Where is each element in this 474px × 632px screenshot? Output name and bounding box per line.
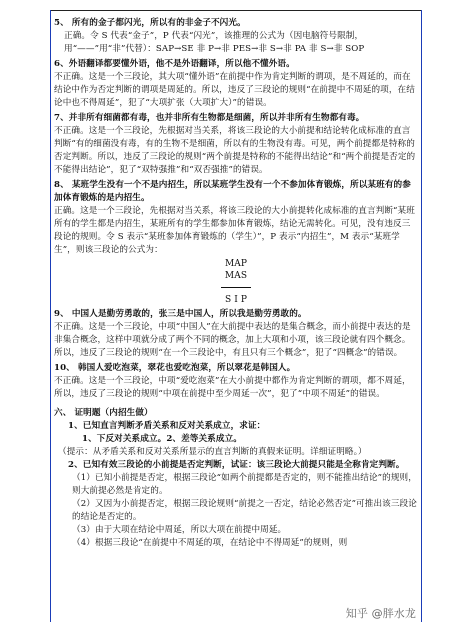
formula-minor: MAS: [224, 271, 248, 281]
proof-step: （3）由于大项在结论中周延，所以大项在前提中周延。: [72, 525, 287, 535]
answer-5: 正确。令 S 代表“金子”，P 代表“闪光”，该推理的公式为（因电脑符号限制，用“——”用“非”代替）：SAP→SE 非 P→非 PES→非 S→非 PA 非 S→非 SOP: [64, 31, 365, 54]
question-7: 7、并非所有细菌都有毒，也并非所有生物都是细菌，所以并非所有生物都有毒。: [54, 113, 365, 123]
formula-conclusion: S I P: [225, 295, 247, 305]
formula-major: MAP: [224, 259, 248, 269]
answer-10: 不正确。这是一个三段论，中项“爱吃泡菜”在大小前提中都作为肯定判断的谓项，都不周延，所以，违反了三段论的规则“中项在前提中至少周延一次”，犯了“中项不周延”的错误。: [54, 376, 411, 399]
question-6: 6、外语翻译都要懂外语，他不是外语翻译，所以他不懂外语。: [54, 59, 295, 69]
document-page: [50, 10, 422, 622]
proof-question-1-items: 1、下反对关系成立。2、差等关系成立。: [82, 434, 242, 444]
question-8: 8、 某班学生没有一个不是内招生，所以某班学生没有一个不参加体育锻炼，所以某班有的参加体育锻炼的是内招生。: [54, 180, 411, 203]
left-border: [50, 10, 51, 622]
section-title: 六、 证明题（内招生做）: [54, 408, 153, 418]
right-border: [421, 10, 422, 622]
top-rule: [50, 10, 422, 11]
page-content: [54, 15, 418, 550]
proof-question-2: 2、已知有效三段论的小前提是否定判断，试证：该三段论大前提只能是全称肯定判断。: [68, 460, 405, 470]
formula-rule: [221, 287, 251, 288]
watermark: 知乎 @胖水龙: [345, 607, 416, 620]
answer-8: 正确。这是一个三段论，先根据对当关系，将该三段论的大小前提转化成标准的直言判断“某班所有的学生都是内招生，某班所有的学生都参加体育锻炼，结论无需转化。可见，没有违反三段论的规则。令 S 表示“某班参加体育锻炼的（学生）”，P 表示“内招生”，M 表示“某班学生”，则该三段论的公式为：: [54, 206, 415, 255]
proof-step: （2）又因为小前提否定，根据三段论规则“前提之一否定，结论必然否定”可推出该三段论的结论是否定的。: [72, 499, 417, 522]
proof-step: （1）已知小前提是否定，根据三段论“如两个前提都是否定的，则不能推出结论”的规则，则大前提必然是肯定的。: [72, 473, 417, 496]
question-9: 9、 中国人是勤劳勇敢的，张三是中国人，所以我是勤劳勇敢的。: [54, 309, 307, 319]
answer-7: 不正确。这是一个三段论，先根据对当关系，将该三段论的大小前提和结论转化成标准的直言判断“有的细菌没有毒，有的生物不是细菌，所以有的生物没有毒。可见，两个前提都是特称的否定判断。所以，违反了三段论的规则“两个前提是特称的不能得出结论”和“两个前提是否定的不能得出结论”，犯了“双特强推”和“双否强推”的错误。: [54, 126, 416, 175]
syllogism-formula: [54, 258, 418, 306]
proof-step: （4）根据三段论“在前提中不周延的项，在结论中不得周延”的规则，则: [72, 538, 348, 548]
answer-9: 不正确。这是一个三段论，中项“中国人”在大前提中表达的是集合概念，而小前提中表达的是非集合概念，这样中项就分成了两个不同的概念，加上大项和小项，该三段论就有四个概念。所以，违反了三段论的规则“在一个三段论中，有且只有三个概念”，犯了“四概念”的错误。: [54, 322, 411, 358]
proof-hint: （提示：从矛盾关系和反对关系所显示的直言判断的真假来证明。详细证明略。）: [58, 447, 367, 457]
question-10: 10、 韩国人爱吃泡菜，翠花也爱吃泡菜，所以翠花是韩国人。: [54, 363, 296, 373]
question-5: 5、 所有的金子都闪光，所以有的非金子不闪光。: [54, 18, 246, 28]
proof-question-1: 1、已知直言判断矛盾关系和反对关系成立，求证：: [68, 421, 266, 431]
answer-6: 不正确。这是一个三段论，其大项“懂外语”在前提中作为肯定判断的谓项，是不周延的，而在结论中作为否定判断的谓项是周延的。所以，违反了三段论的规则“在前提中不周延的项，在结论中也不得周延”，犯了“大项扩张（大项扩大）”的错误。: [54, 72, 415, 108]
